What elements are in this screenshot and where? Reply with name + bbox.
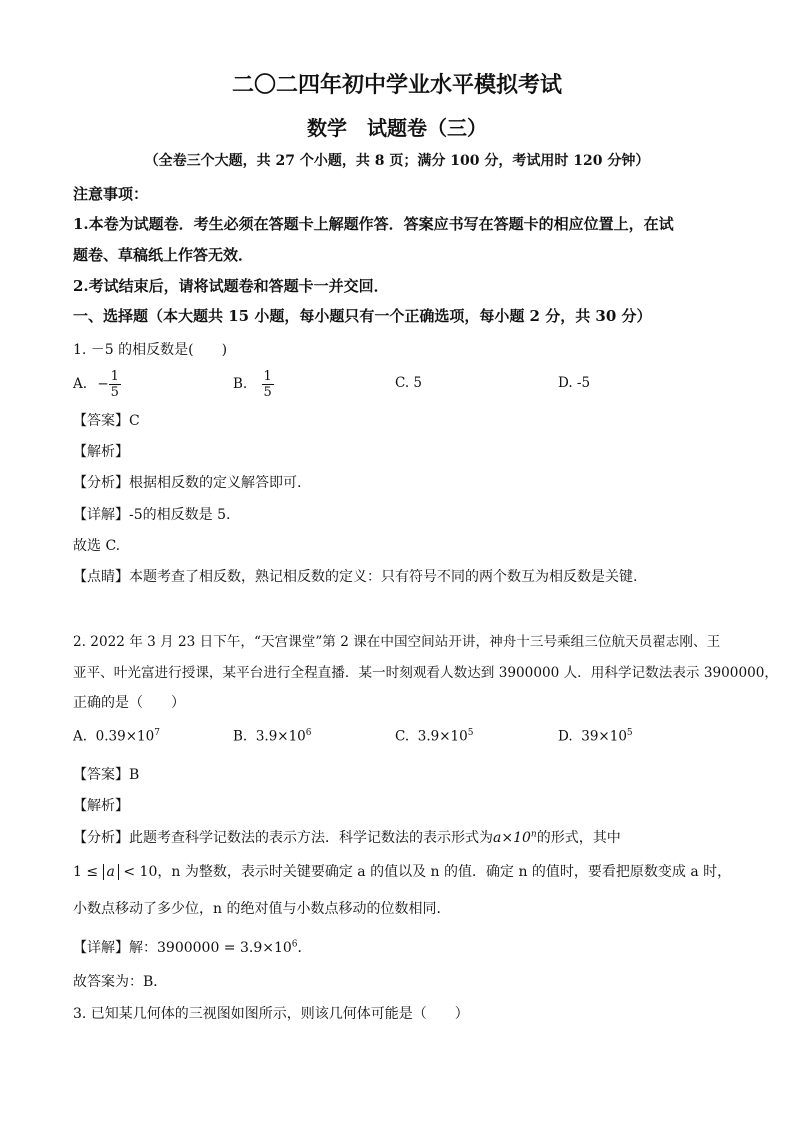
- notes-item-1-line-2: 题卷、草稿纸上作答无效．: [73, 246, 254, 264]
- xiangjie-text: -5的相反数是 5.: [129, 507, 231, 523]
- q1-conclusion: 故选 C.: [73, 538, 121, 554]
- q2-answer: [73, 764, 139, 784]
- q2-decimal-line: 小数点移动了多少位，n 的绝对值与小数点移动的位数相同．: [73, 901, 451, 917]
- q1-option-b: [233, 366, 274, 402]
- q2-option-b: B. $3.9\times 10^6$: [233, 728, 312, 745]
- fenxi-text: 根据相反数的定义解答即可.: [129, 475, 302, 491]
- notes-item-2: 2.考试结束后，请将试题卷和答题卡一并交回．: [73, 277, 389, 295]
- q2-fenxi: 【分析】此题考查科学记数法的表示方法．科学记数法的表示形式为$a\times 10^n$的形式，其中: [73, 829, 621, 846]
- q1-option-a-fraction: $\frac{1}{5}$: [110, 369, 119, 400]
- q1-xiangjie: [73, 504, 230, 524]
- fenxi-tag: 【分析】: [73, 475, 129, 491]
- exam-info: （全卷三个大题，共 27 个小题，共 8 页；满分 100 分，考试用时 120 分钟）: [144, 153, 650, 169]
- q1-option-a: [73, 366, 121, 402]
- xiangjie-tag: 【详解】: [73, 507, 129, 523]
- q2-stem-line-1: 2. 2022 年 3 月 23 日下午，“天宫课堂”第 2 课在中国空间站开讲，神舟十三号乘组三位航天员翟志刚、王: [73, 634, 721, 650]
- notes-heading: 注意事项：: [73, 185, 149, 203]
- q2-stem-line-2: 亚平、叶光富进行授课，某平台进行全程直播．某一时刻观看人数达到 3900000 人．用科学记数法表示 3900000，: [73, 665, 778, 681]
- dianjing-text: 本题考查了相反数，熟记相反数的定义：只有符号不同的两个数互为相反数是关键.: [129, 569, 638, 585]
- q3-stem: 3. 已知某几何体的三视图如图所示，则该几何体可能是（ ）: [73, 1006, 469, 1022]
- q1-option-b-fraction: $\frac{1}{5}$: [263, 369, 272, 400]
- notes-item-1-line-1: 1.本卷为试题卷．考生必须在答题卡上解题作答．答案应书写在答题卡的相应位置上，在试: [73, 215, 674, 233]
- q1-answer: [73, 410, 140, 430]
- dianjing-tag: 【点睛】: [73, 569, 129, 585]
- answer-tag: 【答案】: [73, 413, 129, 429]
- formula: a×10: [493, 830, 531, 846]
- xiangjie-tag: 【详解】: [73, 940, 129, 956]
- section-1-heading: 一、选择题（本大题共 15 小题，每小题只有一个正确选项，每小题 2 分，共 30 分）: [73, 307, 652, 325]
- exam-subtitle: 数学 试题卷（三）: [307, 116, 487, 140]
- q2-condition: 1 ≤ a < 10，n 为整数，表示时关键要确定 a 的值以及 n 的值．确定 n 的值时，要看把原数变成 a 时，: [73, 864, 732, 880]
- q2-analysis-tag: 【解析】: [73, 798, 129, 814]
- q1-stem: 1. －5 的相反数是( ): [73, 342, 228, 358]
- q1-option-d: D. -5: [558, 375, 591, 391]
- q2-option-a: A. $0.39\times 10^7$: [73, 728, 160, 745]
- q1-analysis-tag: 【解析】: [73, 444, 129, 460]
- q1-option-a-sign: −: [97, 376, 109, 392]
- q1-option-a-label: A.: [73, 376, 88, 392]
- q1-dianjing: [73, 566, 637, 586]
- fenxi-tag: 【分析】: [73, 830, 129, 846]
- q1-option-c: C. 5: [395, 375, 423, 391]
- answer-tag: 【答案】: [73, 767, 129, 783]
- absolute-value: a: [103, 864, 119, 880]
- exam-title: 二〇二四年初中学业水平模拟考试: [231, 72, 562, 98]
- q2-conclusion: 故答案为：B．: [73, 974, 168, 990]
- q1-option-b-label: B.: [233, 376, 248, 392]
- q2-option-d: D. $39\times 10^5$: [558, 728, 633, 745]
- answer-value: B: [129, 767, 140, 783]
- q2-stem-line-3: 正确的是（ ）: [73, 695, 185, 711]
- q1-fenxi: [73, 472, 301, 492]
- q2-option-c: C. $3.9\times 10^5$: [395, 728, 474, 745]
- answer-value: C: [129, 413, 140, 429]
- q2-xiangjie: 【详解】解：$3900000 = 3.9\times 10^6$．: [73, 939, 312, 956]
